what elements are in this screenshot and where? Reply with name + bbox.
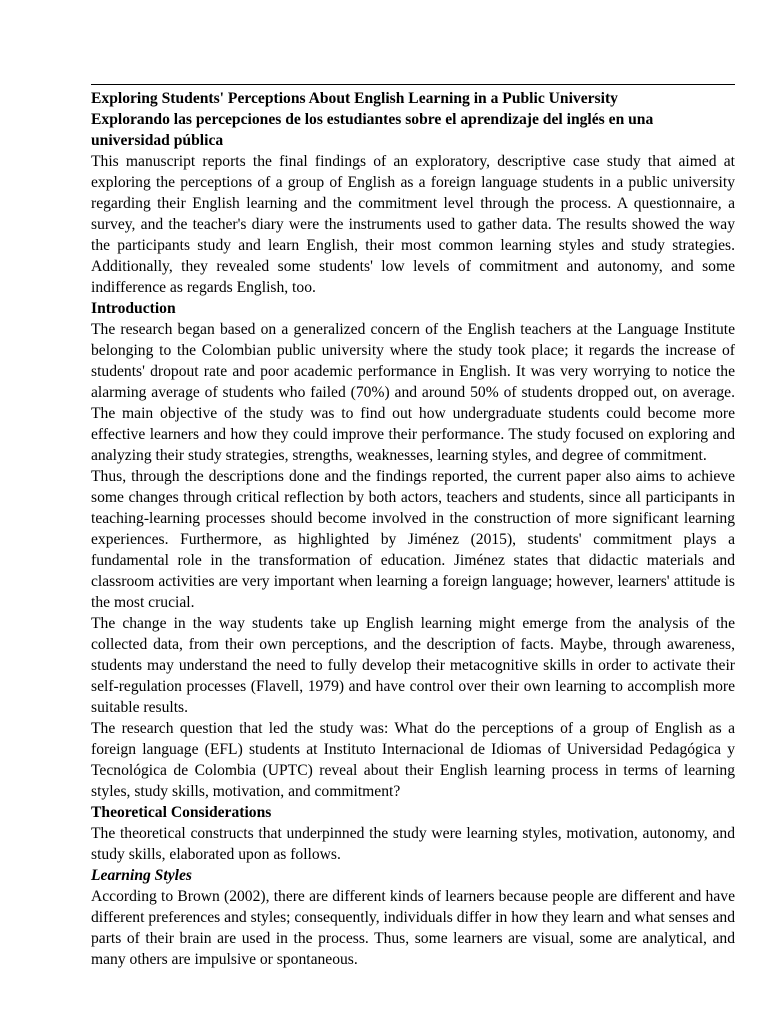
learning-styles-paragraph: According to Brown (2002), there are different kinds of learners because people are different and have different preferences and styles; consequently, individuals differ in how they learn and what senses and parts of their brain are used in the process. Thus, some learners are visual, some are analytical, and many others are impulsive or spontaneous. bbox=[91, 888, 735, 968]
abstract-paragraph: This manuscript reports the final findings of an exploratory, descriptive case study that aimed at exploring the perceptions of a group of English as a foreign language students in a public university regarding their English learning and the commitment level through the process. A questionnaire, a survey, and the teacher's diary were the instruments used to gather data. The results showed the way the participants study and learn English, their most common learning styles and study strategies. Additionally, they revealed some students' low levels of commitment and autonomy, and some indifference as regards English, too. bbox=[91, 153, 735, 296]
top-rule bbox=[91, 84, 735, 85]
document-page bbox=[91, 84, 735, 970]
introduction-paragraph-2: Thus, through the descriptions done and the findings reported, the current paper also aims to achieve some changes through critical reflection by both actors, teachers and students, since all participants in teaching-learning processes should become involved in the construction of more significant learning experiences. Furthermore, as highlighted by Jiménez (2015), students' commitment plays a fundamental role in the transformation of education. Jiménez states that didactic materials and classroom activities are very important when learning a foreign language; however, learners' attitude is the most crucial. bbox=[91, 468, 735, 611]
introduction-paragraph-3: The change in the way students take up English learning might emerge from the analysis of the collected data, from their own perceptions, and the description of facts. Maybe, through awareness, students may understand the need to fully develop their metacognitive skills in order to activate their self-regulation processes (Flavell, 1979) and have control over their own learning to accomplish more suitable results. bbox=[91, 615, 735, 716]
introduction-heading: Introduction bbox=[91, 300, 176, 317]
introduction-paragraph-4: The research question that led the study was: What do the perceptions of a group of English as a foreign language (EFL) students at Instituto Internacional de Idiomas of Universidad Pedagógica y Tecnológica de Colombia (UPTC) reveal about their English learning process in terms of learning styles, study skills, motivation, and commitment? bbox=[91, 720, 735, 800]
title-english: Exploring Students' Perceptions About English Learning in a Public University bbox=[91, 90, 618, 107]
learning-styles-heading: Learning Styles bbox=[91, 867, 192, 884]
introduction-paragraph-1: The research began based on a generalized concern of the English teachers at the Language Institute belonging to the Colombian public university where the study took place; it regards the increase of students' dropout rate and poor academic performance in English. It was very worrying to notice the alarming average of students who failed (70%) and around 50% of students dropped out, on average. The main objective of the study was to find out how undergraduate students could become more effective learners and how they could improve their performance. The study focused on exploring and analyzing their study strategies, strengths, weaknesses, learning styles, and degree of commitment. bbox=[91, 321, 735, 464]
theoretical-heading: Theoretical Considerations bbox=[91, 804, 272, 821]
theoretical-paragraph: The theoretical constructs that underpinned the study were learning styles, motivation, autonomy, and study skills, elaborated upon as follows. bbox=[91, 825, 735, 863]
title-spanish: Explorando las percepciones de los estudiantes sobre el aprendizaje del inglés en una universidad pública bbox=[91, 111, 654, 149]
